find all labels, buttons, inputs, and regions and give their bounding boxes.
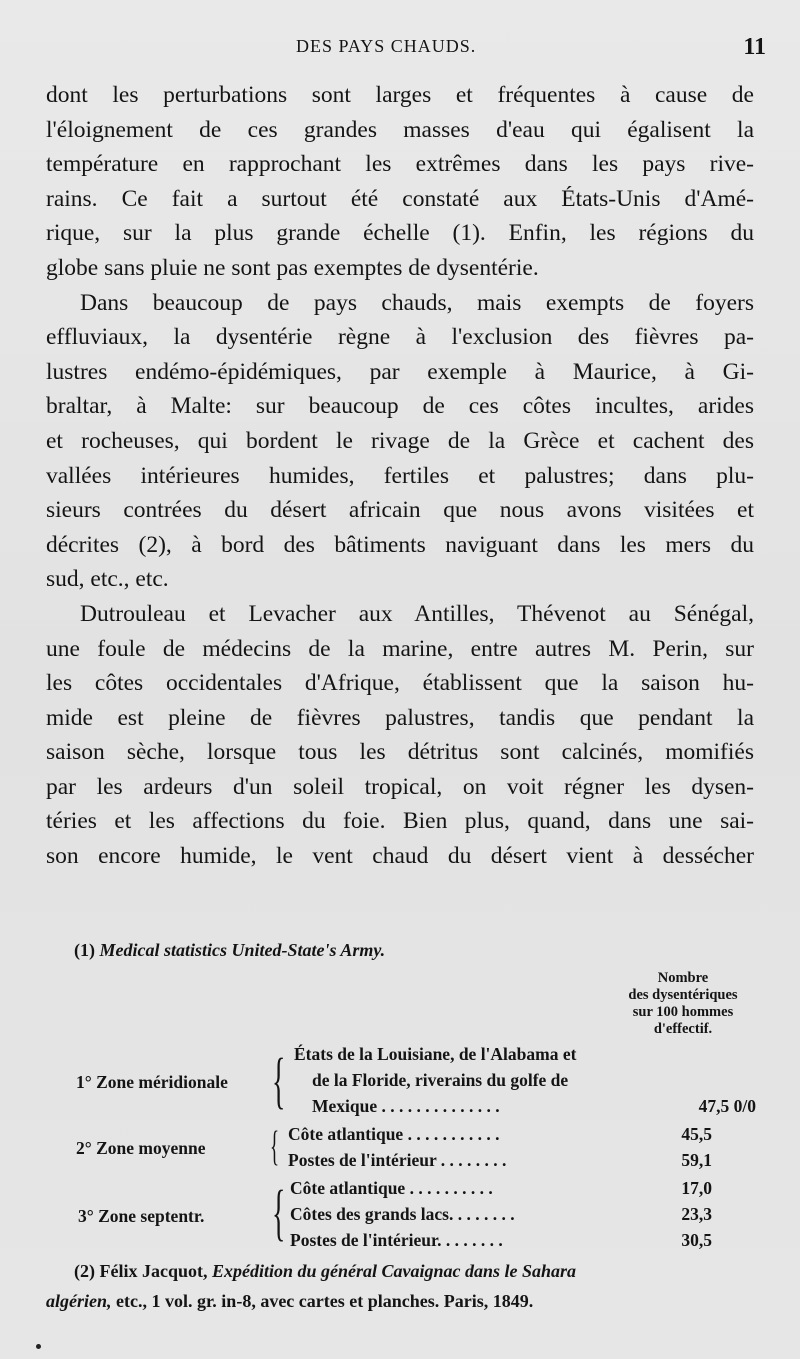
running-title: DES PAYS CHAUDS.: [296, 36, 477, 56]
footnote-2-details: etc., 1 vol. gr. in-8, avec cartes et planches. Paris, 1849.: [116, 1291, 534, 1311]
table-entry: [46, 1044, 766, 1070]
footnote-2: [46, 1256, 756, 1316]
text-line: téries et les affections du foie. Bien plus, quand, dans une sai-: [46, 808, 754, 835]
table-entry: [46, 1096, 756, 1122]
text-line: sieurs contrées du désert africain que nous avons visitées et: [46, 497, 754, 524]
footnote-2-title-cont: algérien,: [46, 1291, 112, 1311]
brace-icon: {: [270, 1124, 280, 1170]
table-entry: [46, 1230, 712, 1256]
entry-text: Côtes des grands lacs. . . . . . . .: [290, 1204, 515, 1224]
entry-text: Mexique . . . . . . . . . . . . . .: [312, 1096, 500, 1116]
entry-value: 45,5: [681, 1124, 712, 1144]
entry-value: 17,0: [681, 1178, 712, 1198]
table-entry: [46, 1150, 712, 1176]
column-header-line: d'effectif.: [653, 1021, 713, 1037]
text-line: dont les perturbations sont larges et fréquentes à cause de: [46, 82, 754, 108]
text-line: et rocheuses, qui bordent le rivage de la Grèce et cachent des: [46, 427, 754, 454]
column-header-line: des dysentériques: [628, 987, 738, 1003]
text-line: Dans beaucoup de pays chauds, mais exempts de foyers: [80, 289, 754, 316]
text-line: les côtes occidentales d'Afrique, établissent que la saison hu-: [46, 670, 754, 697]
text-line: mide est pleine de fièvres palustres, tandis que pendant la: [46, 704, 754, 731]
ink-speck: [36, 1344, 41, 1349]
table-entry: [46, 1070, 766, 1096]
text-line: effluviaux, la dysentérie règne à l'exclusion des fièvres pa-: [46, 324, 754, 351]
page-header: [0, 36, 800, 70]
paragraph-2: [46, 286, 754, 597]
text-line: rique, sur la plus grande échelle (1). Enfin, les régions du: [46, 220, 754, 247]
page-number: 11: [743, 34, 766, 60]
entry-value: 23,3: [681, 1204, 712, 1224]
entry-text: Côte atlantique . . . . . . . . . . .: [288, 1124, 500, 1144]
text-line: décrites (2), à bord des bâtiments naviguant dans les mers du: [46, 531, 754, 558]
text-line: une foule de médecins de la marine, entre autres M. Perin, sur: [46, 635, 754, 662]
table-entry: [46, 1124, 712, 1150]
zone-meridionale: [46, 1044, 766, 1122]
text-line: sud, etc., etc.: [46, 566, 169, 593]
text-line: son encore humide, le vent chaud du désert vient à dessécher: [46, 843, 754, 870]
table-entry: [46, 1178, 712, 1204]
footnote-2-mark: (2) Félix Jacquot,: [74, 1261, 208, 1281]
column-header: [608, 970, 758, 1038]
footnote-title: Medical statistics United-State's Army.: [99, 940, 386, 960]
entry-value: 59,1: [681, 1150, 712, 1170]
footnote-mark: (1): [74, 940, 95, 960]
zone-label: 3° Zone septentr.: [78, 1206, 205, 1226]
text-line: rains. Ce fait a surtout été constaté aux États-Unis d'Amé-: [46, 185, 754, 212]
column-header-line: Nombre: [657, 970, 709, 986]
text-line: lustres endémo-épidémiques, par exemple à Maurice, à Gi-: [46, 358, 754, 385]
text-line: Dutrouleau et Levacher aux Antilles, Thévenot au Sénégal,: [80, 600, 754, 627]
text-line: saison sèche, lorsque tous les détritus sont calcinés, momifiés: [46, 739, 754, 766]
entry-text: de la Floride, riverains du golfe de: [312, 1070, 569, 1090]
text-line: globe sans pluie ne sont pas exemptes de dysentérie.: [46, 254, 539, 281]
paragraph-3: [46, 597, 754, 874]
zone-septentrionale: [46, 1178, 766, 1256]
brace-icon: {: [272, 1047, 286, 1115]
footnote-2-title: Expédition du général Cavaignac dans le Sahara: [211, 1261, 577, 1281]
paragraph-1: [46, 78, 754, 286]
body-text: [46, 78, 754, 874]
entry-text: Côte atlantique . . . . . . . . . .: [290, 1178, 493, 1198]
zone-label: 2° Zone moyenne: [76, 1138, 206, 1158]
entry-text: États de la Louisiane, de l'Alabama et: [294, 1044, 577, 1064]
text-line: température en rapprochant les extrêmes dans les pays rive-: [46, 151, 754, 178]
zone-moyenne: [46, 1124, 766, 1176]
footnote-1-title: [74, 940, 385, 961]
text-line: l'éloignement de ces grandes masses d'eau qui égalisent la: [46, 116, 754, 143]
text-line: par les ardeurs d'un soleil tropical, on voit régner les dysen-: [46, 773, 754, 800]
text-line: vallées intérieures humides, fertiles et palustres; dans plu-: [46, 462, 754, 489]
column-header-line: sur 100 hommes: [632, 1004, 734, 1020]
zone-label: 1° Zone méridionale: [76, 1072, 228, 1092]
text-line: braltar, à Malte: sur beaucoup de ces côtes incultes, arides: [46, 393, 754, 420]
entry-value: 30,5: [681, 1230, 712, 1250]
brace-icon: {: [272, 1179, 286, 1247]
entry-text: Postes de l'intérieur. . . . . . . .: [290, 1230, 503, 1250]
entry-text: Postes de l'intérieur . . . . . . . .: [288, 1150, 507, 1170]
entry-value: 47,5 0/0: [698, 1096, 756, 1116]
table-entry: [46, 1204, 712, 1230]
